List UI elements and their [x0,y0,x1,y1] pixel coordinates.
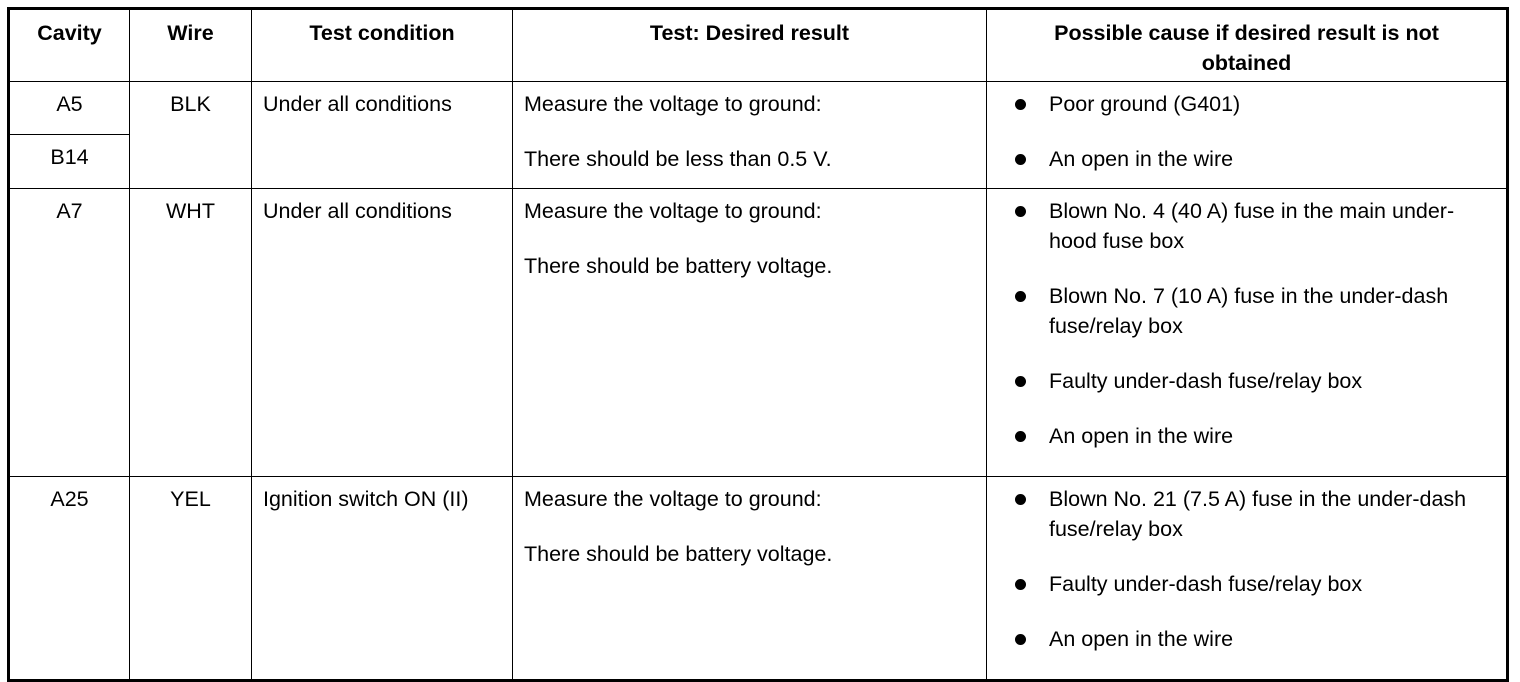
result-line: There should be less than 0.5 V. [524,147,832,171]
table-row [9,82,1508,135]
list-item [1015,366,1498,396]
bullet-icon [1015,634,1026,645]
list-item [1015,421,1498,451]
list-item [1015,196,1498,256]
cause-text: Faulty under-dash fuse/relay box [1049,572,1363,596]
result-cell [513,82,987,189]
list-item [1015,89,1498,119]
header-possible-cause: Possible cause if desired result is not obtained [987,9,1508,82]
result-line: There should be battery voltage. [524,254,833,278]
cause-cell [987,82,1508,189]
header-wire: Wire [130,9,252,82]
cavity-cell: A25 [9,477,130,681]
bullet-icon [1015,99,1026,110]
result-cell [513,189,987,477]
table-row [9,477,1508,681]
cause-text: Poor ground (G401) [1049,92,1241,116]
header-desired-result: Test: Desired result [513,9,987,82]
header-row [9,9,1508,82]
result-line: Measure the voltage to ground: [524,92,822,116]
list-item [1015,569,1498,599]
cause-list [987,477,1506,654]
cause-cell [987,477,1508,681]
cause-text: An open in the wire [1049,424,1234,448]
list-item [1015,624,1498,654]
bullet-icon [1015,206,1026,217]
cause-text: Blown No. 7 (10 A) fuse in the under-dash fuse/relay box [1049,284,1449,338]
result-line: Measure the voltage to ground: [524,199,822,223]
condition-cell: Under all conditions [252,189,513,477]
cause-list [987,82,1506,174]
cause-list [987,189,1506,451]
bullet-icon [1015,154,1026,165]
cause-text: Blown No. 21 (7.5 A) fuse in the under-dash fuse/relay box [1049,487,1467,541]
bullet-icon [1015,376,1026,387]
bullet-icon [1015,291,1026,302]
cavity-cell: B14 [9,135,130,189]
table-row [9,189,1508,477]
header-cavity: Cavity [9,9,130,82]
wire-cell: BLK [130,82,252,189]
cause-text: An open in the wire [1049,627,1234,651]
list-item [1015,144,1498,174]
list-item [1015,281,1498,341]
header-test-condition: Test condition [252,9,513,82]
bullet-icon [1015,579,1026,590]
cause-cell [987,189,1508,477]
wire-cell: YEL [130,477,252,681]
list-item [1015,484,1498,544]
cause-text: An open in the wire [1049,147,1234,171]
bullet-icon [1015,494,1026,505]
cavity-cell: A7 [9,189,130,477]
troubleshooting-table [7,7,1509,682]
cause-text: Blown No. 4 (40 A) fuse in the main under-hood fuse box [1049,199,1455,253]
condition-cell: Under all conditions [252,82,513,189]
result-cell [513,477,987,681]
cavity-cell: A5 [9,82,130,135]
cause-text: Faulty under-dash fuse/relay box [1049,369,1363,393]
condition-cell: Ignition switch ON (II) [252,477,513,681]
wire-cell: WHT [130,189,252,477]
result-line: Measure the voltage to ground: [524,487,822,511]
result-line: There should be battery voltage. [524,542,833,566]
bullet-icon [1015,431,1026,442]
